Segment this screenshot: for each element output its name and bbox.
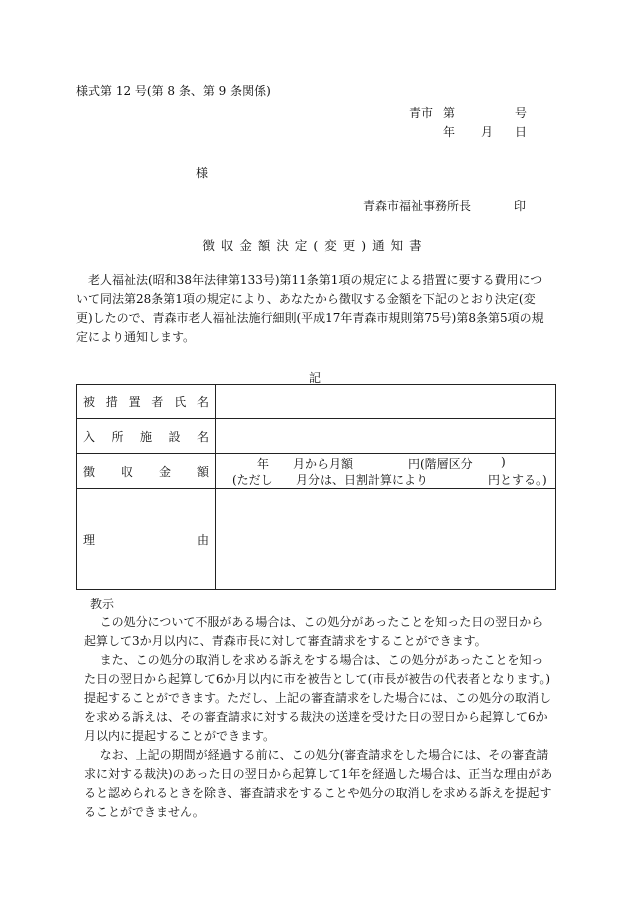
fee-line-2: (ただし 月分は、日割計算により 円とする。) [232,473,547,487]
facility-name-field[interactable] [216,419,556,454]
table-row [77,419,556,454]
beneficiary-name-field[interactable] [216,385,556,419]
label-reason: 理 由 [77,489,216,590]
form-number: 様式第 12 号(第 8 条、第 9 条関係) [76,84,271,98]
table-row [77,454,556,489]
notice-table [76,384,556,590]
label-fee-amount: 徴 収 金 額 [77,454,216,489]
table-row [77,489,556,590]
ref-city: 青市 [409,106,434,120]
instruction-notes [84,613,554,822]
ref-dai: 第 [443,106,456,120]
label-facility-name: 入 所 施 設 名 [77,419,216,454]
date-day: 日 [515,125,528,139]
instruction-paragraph-1: この処分について不服がある場合は、この処分があったことを知った日の翌日から起算して3か月以内に、青森市長に対して審査請求をすることができます。 [84,615,544,648]
issuer-name: 青森市福祉事務所長 [363,199,472,213]
document-title: 徴収金額決定(変更)通知書 [202,238,428,253]
instruction-paragraph-2: また、この処分の取消しを求める訴えをする場合は、この処分があったことを知った日の翌日から起算して6か月以内に市を被告として(市長が被告の代表者となります。)提起することができます。ただし、上記の審査請求をした場合には、この処分の取消しを求める訴えは、その審査請求に対する裁決の送達を受けた日の翌日から起算して6か月以内に提起することができます。 [84,653,552,743]
ref-go: 号 [515,106,528,120]
fee-line-1: 年 月から月額 円(階層区分 ) [257,455,506,471]
ki-heading: 記 [308,371,321,385]
date-month: 月 [481,125,494,139]
instruction-heading: 教示 [90,597,115,611]
label-beneficiary-name: 被 措 置 者 氏 名 [77,385,216,419]
notice-body: 老人福祉法(昭和38年法律第133号)第11条第1項の規定による措置に要する費用について同法第28条第1項の規定により、あなたから徴収する金額を下記のとおり決定(変更)したので、青森市老人福祉法施行細則(平成17年青森市規則第75号)第8条第5項の規定により通知します。 [76,273,544,344]
date-year: 年 [443,125,456,139]
instruction-paragraph-3: なお、上記の期間が経過する前に、この処分(審査請求をした場合には、その審査請求に対する裁決)のあった日の翌日から起算して1年を経過した場合は、正当な理由があると認められるときを除き、審査請求をすることや処分の取消しを求める訴えを提起することができません。 [84,748,553,819]
table-row [77,385,556,419]
fee-amount-field[interactable] [216,454,556,489]
addressee-suffix: 様 [196,166,209,180]
reason-field[interactable] [216,489,556,590]
seal-mark: 印 [514,199,527,213]
